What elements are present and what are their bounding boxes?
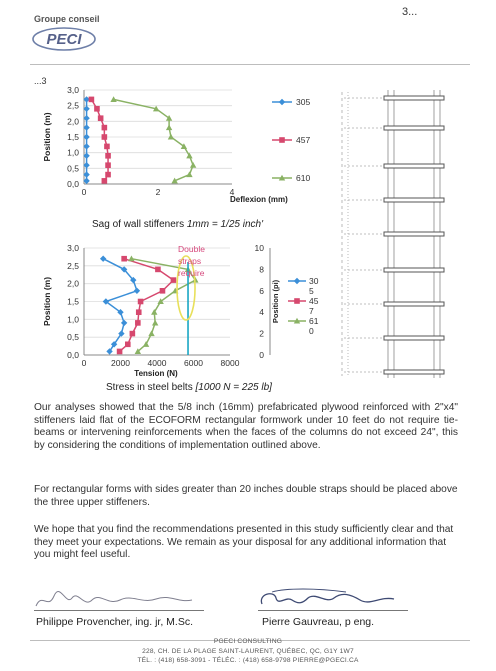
chart2-legend-label-wrap: 7 xyxy=(309,306,314,316)
chart1-ytick-label: 2,0 xyxy=(67,116,79,127)
chart2-point-457 xyxy=(121,256,127,262)
signatory-left: Philippe Provencher, ing. jr, M.Sc. xyxy=(36,616,193,628)
chart2-y2tick-label: 10 xyxy=(254,243,264,253)
chart1-point-457 xyxy=(102,178,108,184)
chart2-ytick-label: 3,0 xyxy=(67,243,79,253)
continuation-marker: ...3 xyxy=(34,76,47,86)
chart2-xtick-label: 8000 xyxy=(220,358,240,368)
chart2-xlabel: Tension (N) xyxy=(134,369,178,378)
chart2-point-457 xyxy=(117,349,123,355)
chart2-point-457 xyxy=(136,309,142,315)
closing-paragraph: We hope that you find the recommendations presented in this study sufficiently clear and that they meet your expectations. We remain as your disposal for any additional information that you might feel useful. xyxy=(34,524,454,561)
chart2-legend-label-wrap: 5 xyxy=(309,286,314,296)
chart2-xtick-label: 4000 xyxy=(147,358,167,368)
chart2-point-610 xyxy=(148,330,154,336)
footer-company: PGECI CONSULTING xyxy=(213,638,283,645)
chart2-caption: Stress in steel belts [1000 N = 225 lb] xyxy=(106,382,272,393)
chart1-legend-label: 457 xyxy=(296,135,311,145)
chart1-point-457 xyxy=(105,172,111,178)
header-divider xyxy=(30,64,470,65)
svg-text:PECI: PECI xyxy=(46,31,82,48)
chart2-y2tick-label: 6 xyxy=(259,285,264,296)
chart1-legend-label: 610 xyxy=(296,173,311,183)
chart1-point-457 xyxy=(102,134,108,140)
company-name: Groupe conseil xyxy=(34,14,100,24)
chart1-point-610 xyxy=(186,171,192,177)
page-number: 3... xyxy=(402,6,418,18)
company-logo xyxy=(30,24,100,54)
chart2-point-457 xyxy=(138,299,144,305)
chart2-xtick-label: 0 xyxy=(81,358,87,368)
chart2-y2tick-label: 2 xyxy=(259,328,264,339)
chart2-ylabel: Position (m) xyxy=(42,276,52,327)
signature-line-left xyxy=(34,610,204,611)
stiffener-rect xyxy=(384,268,444,272)
formwork-drawing xyxy=(340,88,460,380)
chart2-ytick-label: 2,5 xyxy=(67,260,79,271)
chart2-legend-marker xyxy=(294,298,300,304)
tension-chart xyxy=(34,238,344,378)
chart2-xtick-label: 2000 xyxy=(111,358,130,368)
chart2-point-457 xyxy=(160,288,166,294)
chart1-ytick-label: 0,0 xyxy=(67,179,79,189)
chart1-point-610 xyxy=(110,96,116,102)
stiffener-rect xyxy=(384,164,444,168)
chart1-legend-marker xyxy=(279,99,285,105)
chart2-annotation-text: straps xyxy=(178,256,202,266)
chart1-point-457 xyxy=(98,115,104,121)
chart1-xtick-label: 4 xyxy=(229,187,235,197)
chart2-y2label: Position (pi) xyxy=(271,279,280,324)
chart2-point-305 xyxy=(121,320,127,326)
chart1-ytick-label: 1,5 xyxy=(67,132,79,142)
chart2-y2tick-label: 0 xyxy=(259,350,264,360)
chart1-xtick-label: 2 xyxy=(155,187,161,197)
stiffener-rect xyxy=(384,232,444,236)
chart1-xlabel: Deflexion (mm) xyxy=(230,195,288,204)
chart1-point-610 xyxy=(190,162,196,168)
chart2-ytick-label: 1,0 xyxy=(67,314,79,325)
stiffener-rect xyxy=(384,198,444,202)
chart2-point-610 xyxy=(152,320,158,326)
stiffener-rect xyxy=(384,336,444,340)
chart1-point-457 xyxy=(105,162,111,168)
chart1-caption: Sag of wall stiffeners 1mm = 1/25 inch' xyxy=(92,219,263,230)
chart1-point-457 xyxy=(89,97,95,103)
chart2-ytick-label: 0,5 xyxy=(67,332,79,343)
chart1-point-457 xyxy=(105,153,111,159)
chart2-ytick-label: 2,0 xyxy=(67,278,79,289)
chart1-ytick-label: 3,0 xyxy=(67,85,79,95)
chart2-legend-marker xyxy=(294,278,300,284)
chart2-ytick-label: 1,5 xyxy=(67,296,79,307)
chart1-point-457 xyxy=(104,144,110,150)
chart2-xtick-label: 6000 xyxy=(184,358,203,368)
chart2-ytick-label: 0,0 xyxy=(67,350,79,360)
analysis-paragraph: Our analyses showed that the 5/8 inch (16mm) prefabricated plywood reinforced with 2"x4" stiffeners laid flat of the ECOFORM rectangular formwork under 10 feet do not require tie-beams or intervening reinforcements when the faces of the columns do not exceed 24", this by considering the conditions of implementation outlined above. xyxy=(34,402,458,451)
chart2-point-610 xyxy=(143,341,149,347)
chart1-ytick-label: 0,5 xyxy=(67,163,79,174)
stiffener-rect xyxy=(384,302,444,306)
chart2-point-457 xyxy=(171,277,177,283)
chart1-point-457 xyxy=(102,125,108,131)
chart2-legend-label: 61 xyxy=(309,316,319,326)
stiffener-rect xyxy=(384,96,444,100)
chart2-legend-label-wrap: 0 xyxy=(309,326,314,336)
chart2-y2tick-label: 8 xyxy=(259,264,264,275)
chart2-legend-label: 45 xyxy=(309,296,319,306)
chart1-point-610 xyxy=(166,124,172,130)
chart2-point-457 xyxy=(125,342,131,348)
footer-address: 228, CH. DE LA PLAGE SAINT-LAURENT, QUÉBEC, QC, G1Y 1W7 xyxy=(142,648,354,655)
double-straps-paragraph: For rectangular forms with sides greater than 20 inches double straps should be placed above the three upper stiffeners. xyxy=(34,484,458,508)
chart1-ytick-label: 2,5 xyxy=(67,100,79,111)
chart1-legend-label: 305 xyxy=(296,97,311,107)
chart1-legend-marker xyxy=(279,137,285,143)
chart2-point-457 xyxy=(135,320,141,326)
chart2-point-305 xyxy=(100,256,106,262)
chart2-annotation-text: Double xyxy=(178,244,205,254)
footer-contact: TÉL. : (418) 658-3091 - TÉLÉC. : (418) 658-9798 PIERRE@PGECI.CA xyxy=(137,657,359,664)
stiffener-rect xyxy=(384,126,444,130)
deflection-chart xyxy=(34,84,344,214)
chart1-xtick-label: 0 xyxy=(81,187,87,197)
chart2-legend-label: 30 xyxy=(309,276,319,286)
signature-line-right xyxy=(258,610,408,611)
chart2-point-305 xyxy=(134,288,140,294)
signatory-right: Pierre Gauvreau, p eng. xyxy=(262,616,375,628)
chart1-ylabel: Position (m) xyxy=(42,112,52,162)
chart2-annotation-text: require xyxy=(178,268,205,278)
chart2-y2tick-label: 4 xyxy=(259,307,264,318)
chart1-ytick-label: 1,0 xyxy=(67,147,79,158)
chart1-point-457 xyxy=(94,106,100,112)
chart2-point-457 xyxy=(155,267,161,273)
stiffener-rect xyxy=(384,370,444,374)
chart2-point-457 xyxy=(130,331,136,337)
